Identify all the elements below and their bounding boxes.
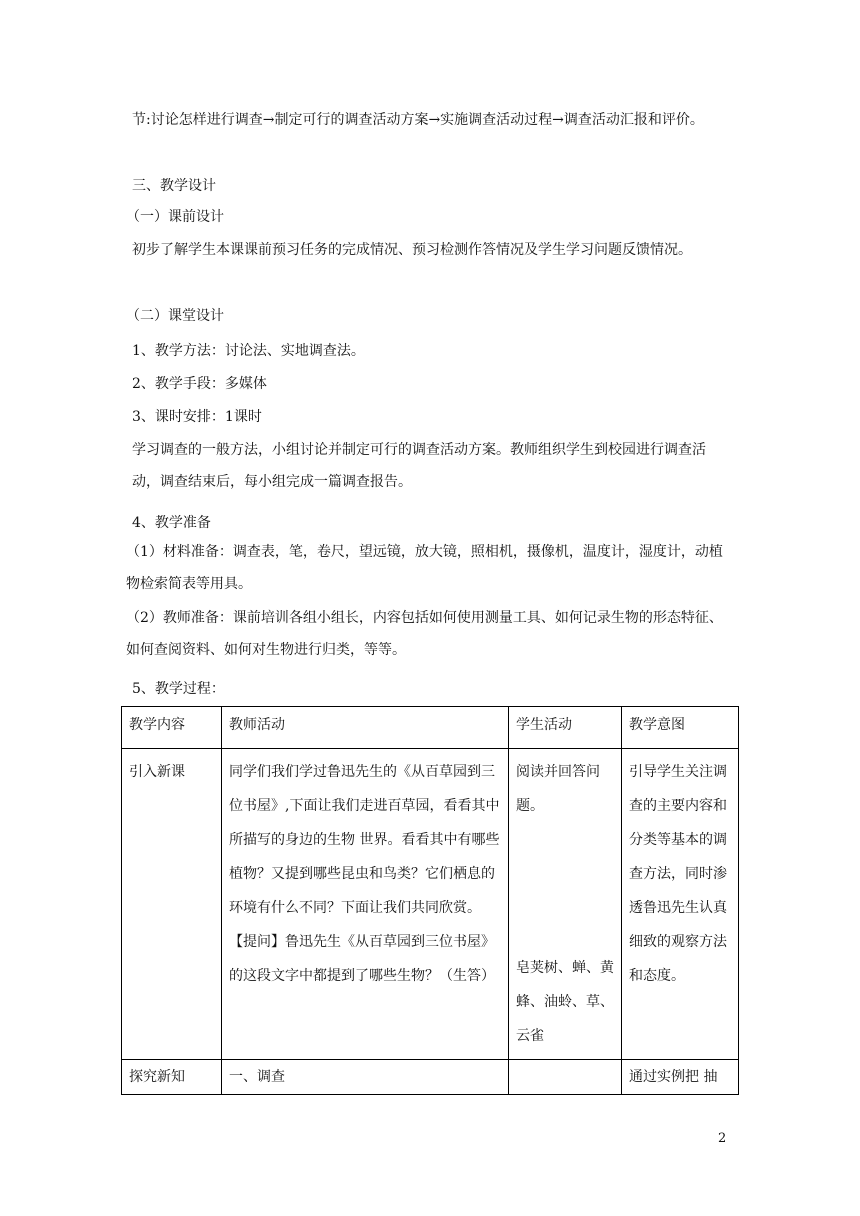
student-activity-cell xyxy=(509,1060,622,1095)
activity-summary: 学习调查的一般方法，小组讨论并制定可行的调查活动方案。教师组织学生到校园进行调查活动，调查结束后，每小组完成一篇调查报告。 xyxy=(132,442,706,490)
teaching-means: 2、教学手段：多媒体 xyxy=(132,376,267,392)
student-activity-cell xyxy=(509,749,622,1060)
content-cell: 探究新知 xyxy=(122,1060,222,1095)
pre-class-text: 初步了解学生本课课前预习任务的完成情况、预习检测作答情况及学生学习问题反馈情况。 xyxy=(132,242,692,258)
section-three-heading: 三、教学设计 xyxy=(132,178,216,194)
header-cell: 教师活动 xyxy=(222,707,509,749)
in-class-heading: （二）课堂设计 xyxy=(126,308,224,324)
teaching-process-table xyxy=(121,706,739,1095)
table-row xyxy=(122,749,739,1060)
materials-prep: （1）材料准备：调查表，笔，卷尺，望远镜，放大镜，照相机，摄像机，温度计，湿度计，动植物检索简表等用具。 xyxy=(126,544,723,592)
table-row xyxy=(122,1060,739,1095)
page-number: 2 xyxy=(718,1131,727,1146)
pre-class-heading: （一）课前设计 xyxy=(126,209,224,225)
preparation-heading: 4、教学准备 xyxy=(132,515,211,531)
intent-cell: 引导学生关注调查的主要内容和分类等基本的调查方法，同时渗透鲁迅先生认真 细致的观察方法和态度。 xyxy=(622,749,739,1060)
teaching-method: 1、教学方法：讨论法、实地调查法。 xyxy=(132,343,365,359)
teacher-activity-cell: 一、调查 xyxy=(222,1060,509,1095)
intro-paragraph: 节:讨论怎样进行调查→制定可行的调查活动方案→实施调查活动过程→调查活动汇报和评价。 xyxy=(132,112,704,128)
intent-cell: 通过实例把 抽 xyxy=(622,1060,739,1095)
header-cell: 教学内容 xyxy=(122,707,222,749)
student-activity-reading: 阅读并回答问题。 xyxy=(516,764,600,814)
header-cell: 学生活动 xyxy=(509,707,622,749)
process-heading: 5、教学过程： xyxy=(132,681,225,697)
header-cell: 教学意图 xyxy=(622,707,739,749)
class-hours: 3、课时安排：1课时 xyxy=(132,409,262,425)
content-cell: 引入新课 xyxy=(122,749,222,1060)
table-header-row xyxy=(122,707,739,749)
teacher-prep: （2）教师准备：课前培训各组小组长，内容包括如何使用测量工具、如何记录生物的形态特征、如何查阅资料、如何对生物进行归类，等等。 xyxy=(126,610,723,658)
teacher-activity-cell: 同学们我们学过鲁迅先生的《从百草园到三位书屋》,下面让我们走进百草园，看看其中所描写的身边的生物 世界。看看其中有哪些植物？又提到哪些昆虫和鸟类？它们栖息的环境有什么不同？下面让我们共同欣赏。 【提问】鲁迅先生《从百草园到三位书屋》的这段文字中都提到了哪些生物？（生答） xyxy=(222,749,509,1060)
student-activity-answer: 皂荚树、蝉、黄蜂、油蛉、草、云雀 xyxy=(516,960,614,1044)
